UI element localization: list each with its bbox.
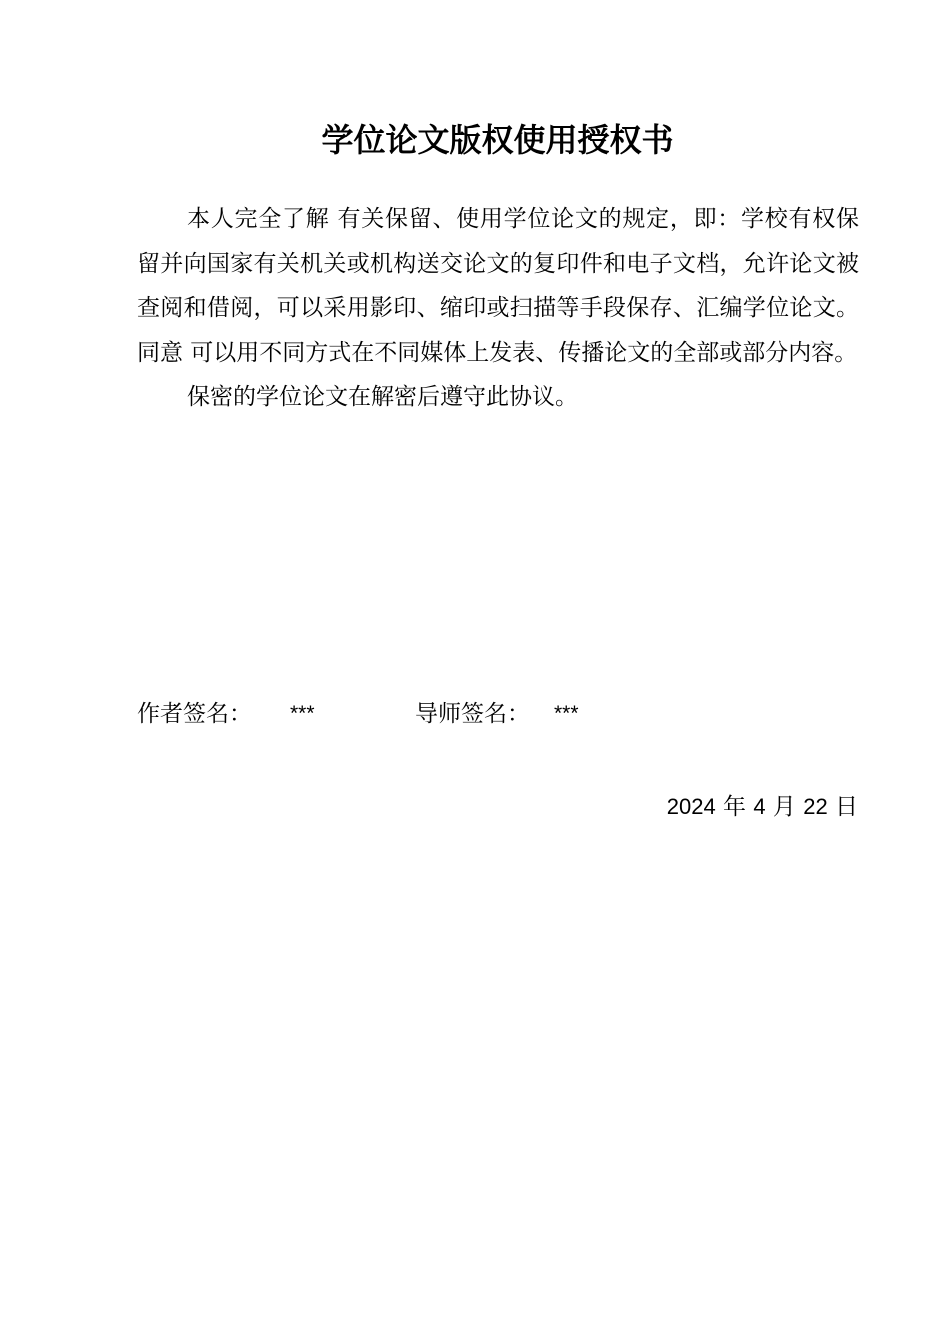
advisor-signature-label: 导师签名： bbox=[415, 701, 530, 727]
authorization-paragraph: 本人完全了解 有关保留、使用学位论文的规定，即：学校有权保留并向国家有关机关或机构送交论文的复印件和电子文档，允许论文被查阅和借阅，可以采用影印、缩印或扫描等手段保存、汇编学位论文。同意 可以用不同方式在不同媒体上发表、传播论文的全部或部分内容。 bbox=[137, 206, 859, 366]
date-month: 4 bbox=[753, 794, 766, 819]
date-month-unit: 月 bbox=[772, 794, 796, 820]
author-signature-label: 作者签名： bbox=[137, 701, 252, 727]
date-year-unit: 年 bbox=[723, 794, 747, 820]
date-year: 2024 bbox=[666, 794, 716, 819]
advisor-signature-value: *** bbox=[554, 702, 579, 725]
date-day-unit: 日 bbox=[835, 794, 858, 820]
author-signature-value: *** bbox=[290, 702, 315, 725]
document-body bbox=[137, 197, 859, 420]
date-day: 22 bbox=[803, 794, 828, 819]
document-title: 学位论文版权使用授权书 bbox=[321, 121, 674, 159]
confidentiality-paragraph: 保密的学位论文在解密后遵守此协议。 bbox=[187, 384, 578, 410]
signature-row bbox=[137, 694, 859, 734]
signing-date bbox=[667, 787, 858, 827]
